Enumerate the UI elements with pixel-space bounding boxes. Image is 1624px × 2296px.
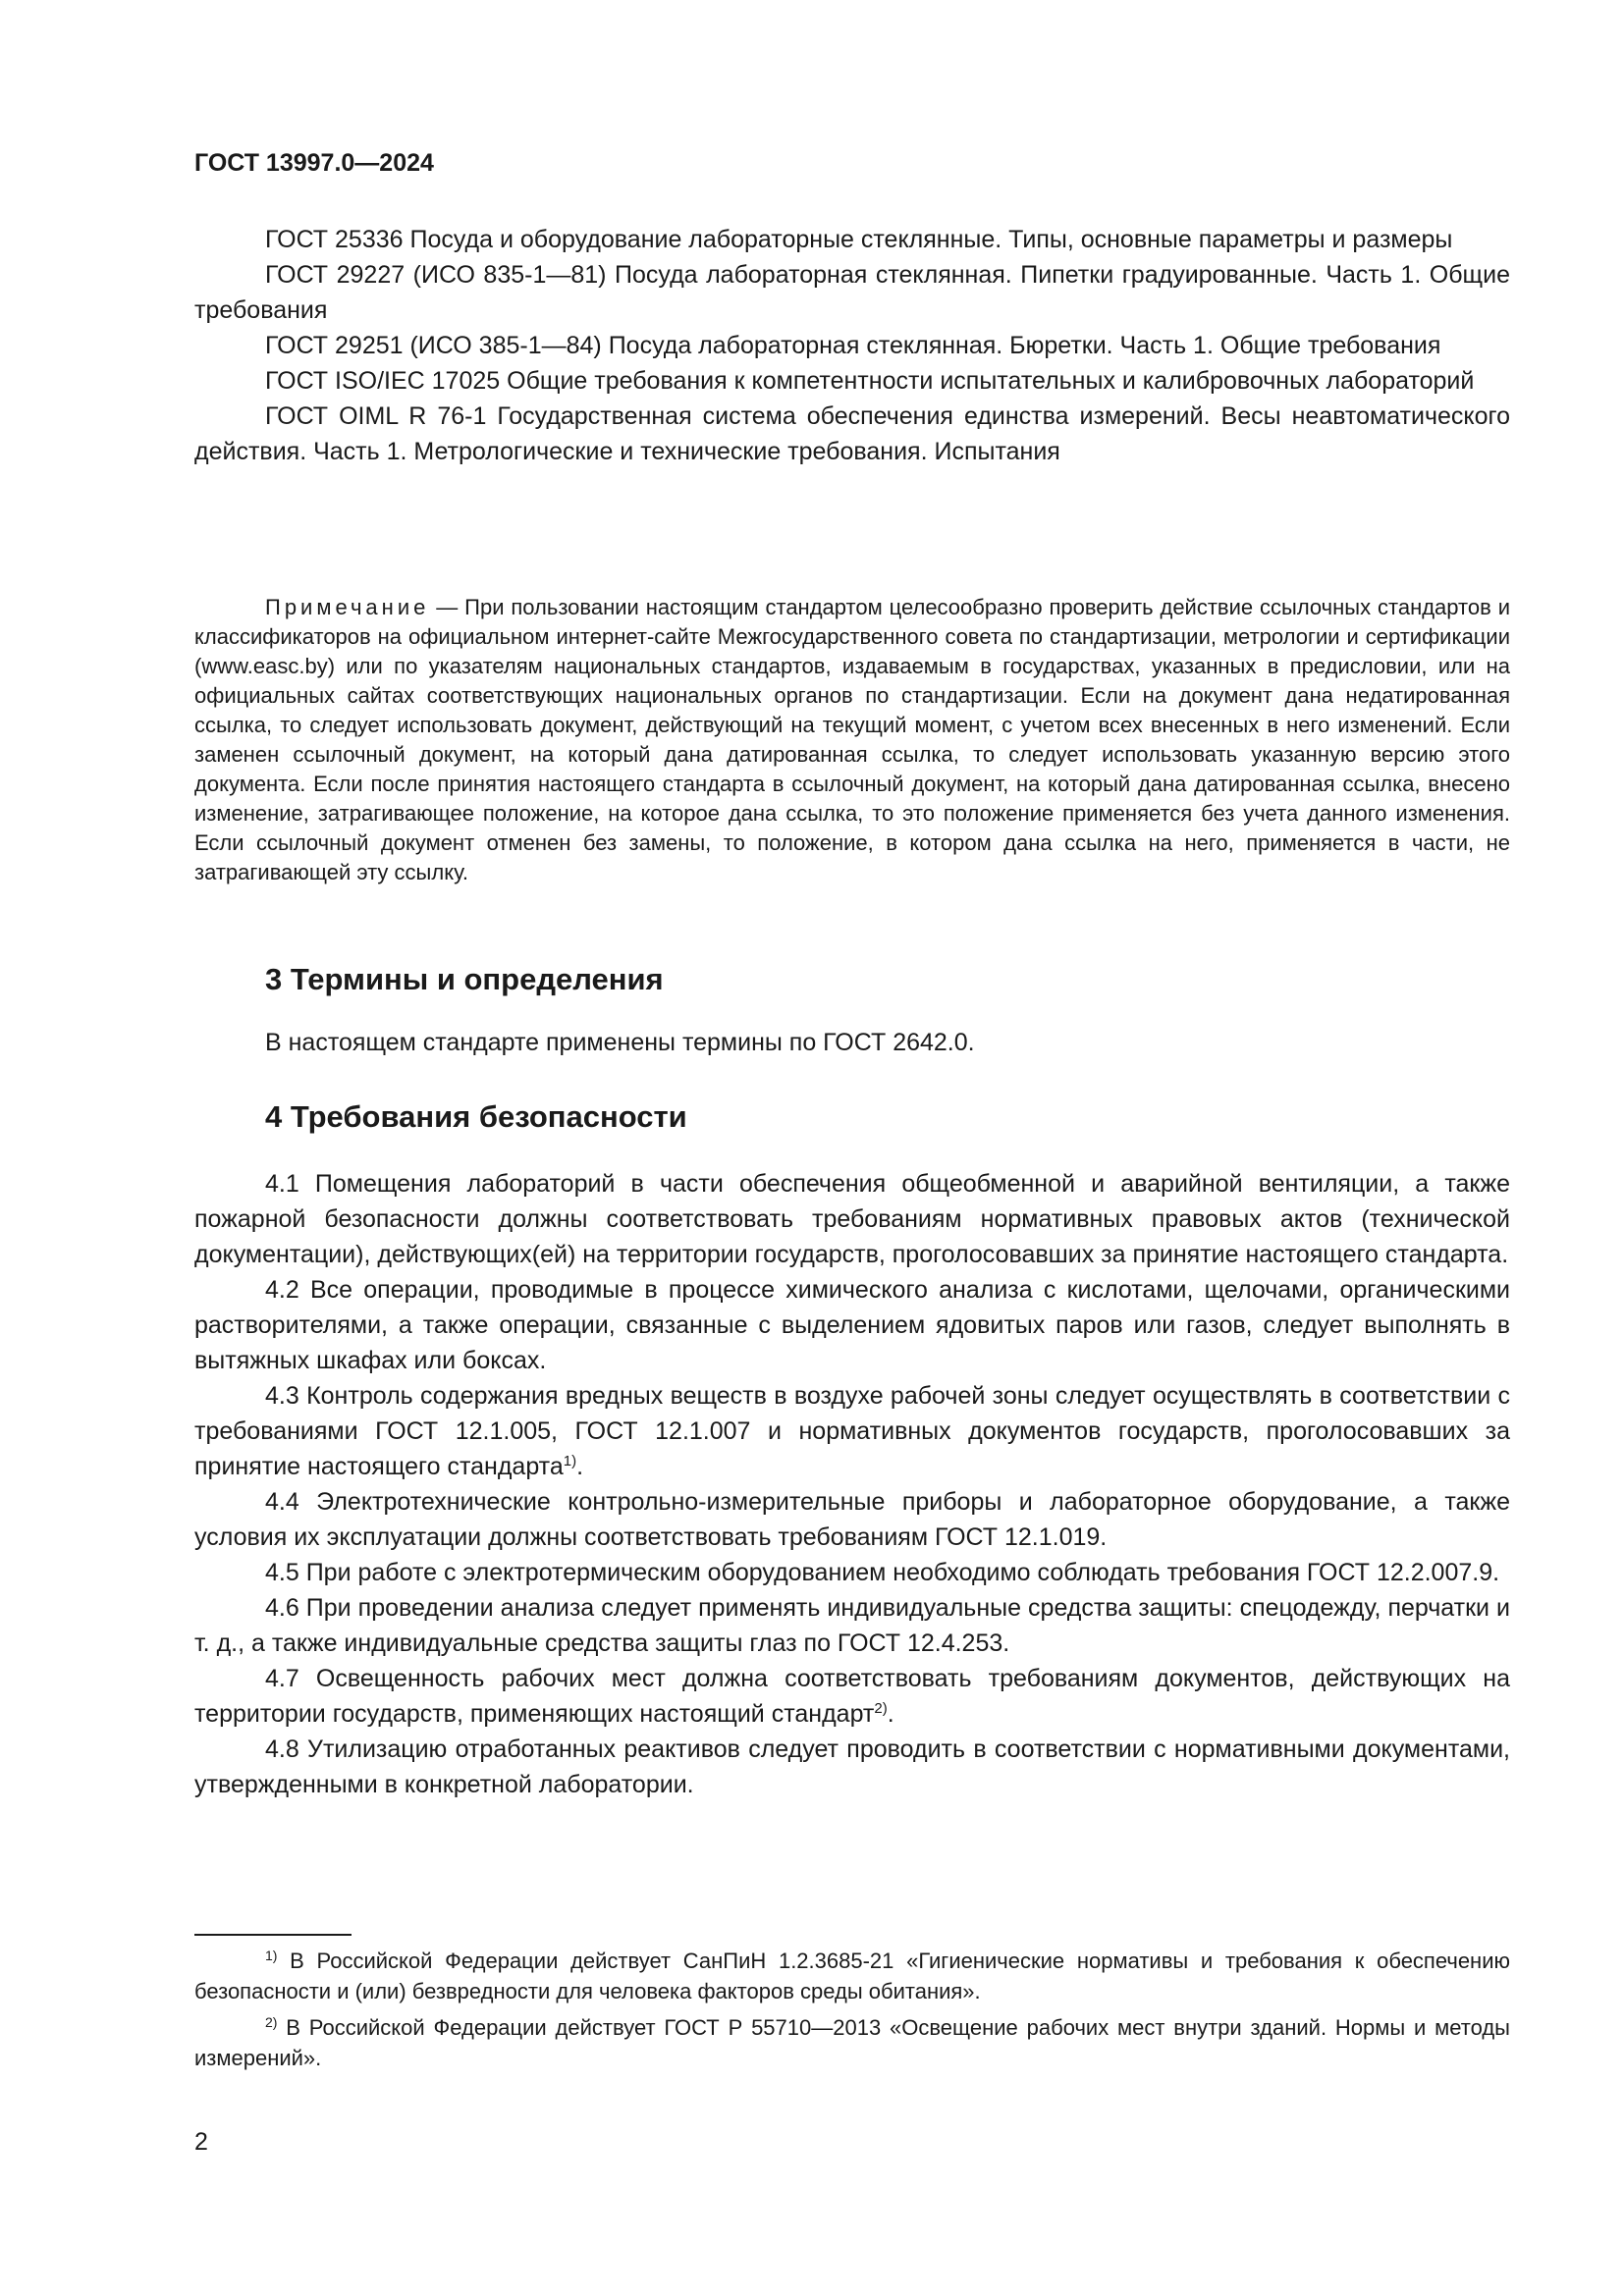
footnotes [194, 1946, 1510, 2079]
clause-4-2: 4.2 Все операции, проводимые в процессе химического анализа с кислотами, щелочами, органическими растворителями, а также операции, связанные с выделением ядовитых паров или газов, следует выполнять в вытяжных шкафах или боксах. [194, 1276, 1510, 1374]
clause-4-7 [194, 1661, 1510, 1732]
reference-item: ГОСТ 29251 (ИСО 385-1—84) Посуда лабораторная стеклянная. Бюретки. Часть 1. Общие требования [265, 332, 1441, 359]
clause-4-8: 4.8 Утилизацию отработанных реактивов следует проводить в соответствии с нормативными документами, утвержденными в конкретной лаборатории. [194, 1735, 1510, 1798]
clause-4-5: 4.5 При работе с электротермическим оборудованием необходимо соблюдать требования ГОСТ 12.2.007.9. [265, 1559, 1500, 1586]
clause-4-4: 4.4 Электротехнические контрольно-измерительные приборы и лабораторное оборудование, а также условия их эксплуатации должны соответствовать требованиям ГОСТ 12.1.019. [194, 1488, 1510, 1551]
section-4-title: 4 Требования безопасности [265, 1099, 687, 1134]
footnote-ref-2[interactable]: 2) [874, 1700, 888, 1717]
note-paragraph [194, 593, 1510, 887]
footnote-divider [194, 1934, 352, 1936]
page-number: 2 [194, 2128, 208, 2156]
clause-4-3-tail: . [576, 1453, 584, 1480]
note-label: Примечание [265, 595, 430, 619]
reference-item: ГОСТ ISO/IEC 17025 Общие требования к компетентности испытательных и калибровочных лабораторий [265, 367, 1475, 395]
clause-4-3-text: 4.3 Контроль содержания вредных веществ в воздухе рабочей зоны следует осуществлять в соответствии с требованиями ГОСТ 12.1.005, ГОСТ 12.1.007 и нормативных документов государств, проголосовавших за принятие настоящего стандарта [194, 1382, 1510, 1480]
footnote-text: В Российской Федерации действует ГОСТ Р 55710—2013 «Освещение рабочих мест внутри зданий. Нормы и методы измерений». [194, 2015, 1510, 2070]
clause-4-6: 4.6 При проведении анализа следует применять индивидуальные средства защиты: спецодежду, перчатки и т. д., а также индивидуальные средства защиты глаз по ГОСТ 12.4.253. [194, 1594, 1510, 1657]
footnote-2 [194, 2012, 1510, 2073]
section-4-body [194, 1166, 1510, 1802]
footnote-text: В Российской Федерации действует СанПиН 1.2.3685-21 «Гигиенические нормативы и требования к обеспечению безопасности и (или) безвредности для человека факторов среды обитания». [194, 1949, 1510, 2003]
section-3-text: В настоящем стандарте применены термины по ГОСТ 2642.0. [265, 1029, 975, 1056]
footnote-ref-1[interactable]: 1) [563, 1453, 577, 1469]
clause-4-7-text: 4.7 Освещенность рабочих мест должна соответствовать требованиям документов, действующих на территории государств, применяющих настоящий стандарт [194, 1665, 1510, 1728]
clause-4-7-tail: . [887, 1700, 894, 1728]
normative-references [194, 222, 1510, 469]
reference-item: ГОСТ OIML R 76-1 Государственная система обеспечения единства измерений. Весы неавтоматического действия. Часть 1. Метрологические и технические требования. Испытания [194, 402, 1510, 465]
footnote-1 [194, 1946, 1510, 2006]
note-text: — При пользовании настоящим стандартом целесообразно проверить действие ссылочных стандартов и классификаторов на официальном интернет-сайте Межгосударственного совета по стандартизации, метрологии и сертификации (www.easc.by) или по указателям национальных стандартов, издаваемым в государствах, указанных в предисловии, или на официальных сайтах соответствующих национальных органов по стандартизации. Если на документ дана недатированная ссылка, то следует использовать документ, действующий на текущий момент, с учетом всех внесенных в него изменений. Если заменен ссылочный документ, на который дана датированная ссылка, то следует использовать указанную версию этого документа. Если после принятия настоящего стандарта в ссылочный документ, на который дана датированная ссылка, внесено изменение, затрагивающее положение, на которое дана ссылка, то это положение применяется без учета данного изменения. Если ссылочный документ отменен без замены, то положение, в котором дана ссылка на него, применяется в части, не затрагивающей эту ссылку. [194, 595, 1510, 884]
document-header: ГОСТ 13997.0—2024 [194, 149, 434, 177]
section-3-title: 3 Термины и определения [265, 962, 664, 996]
reference-item: ГОСТ 25336 Посуда и оборудование лабораторные стеклянные. Типы, основные параметры и размеры [265, 226, 1453, 253]
clause-4-3 [194, 1378, 1510, 1484]
footnote-mark: 1) [265, 1948, 278, 1963]
reference-item: ГОСТ 29227 (ИСО 835-1—81) Посуда лабораторная стеклянная. Пипетки градуированные. Часть 1. Общие требования [194, 261, 1510, 324]
clause-4-1: 4.1 Помещения лабораторий в части обеспечения общеобменной и аварийной вентиляции, а также пожарной безопасности должны соответствовать требованиям нормативных правовых актов (технической документации), действующих(ей) на территории государств, проголосовавших за принятие настоящего стандарта. [194, 1170, 1510, 1268]
footnote-mark: 2) [265, 2014, 278, 2030]
